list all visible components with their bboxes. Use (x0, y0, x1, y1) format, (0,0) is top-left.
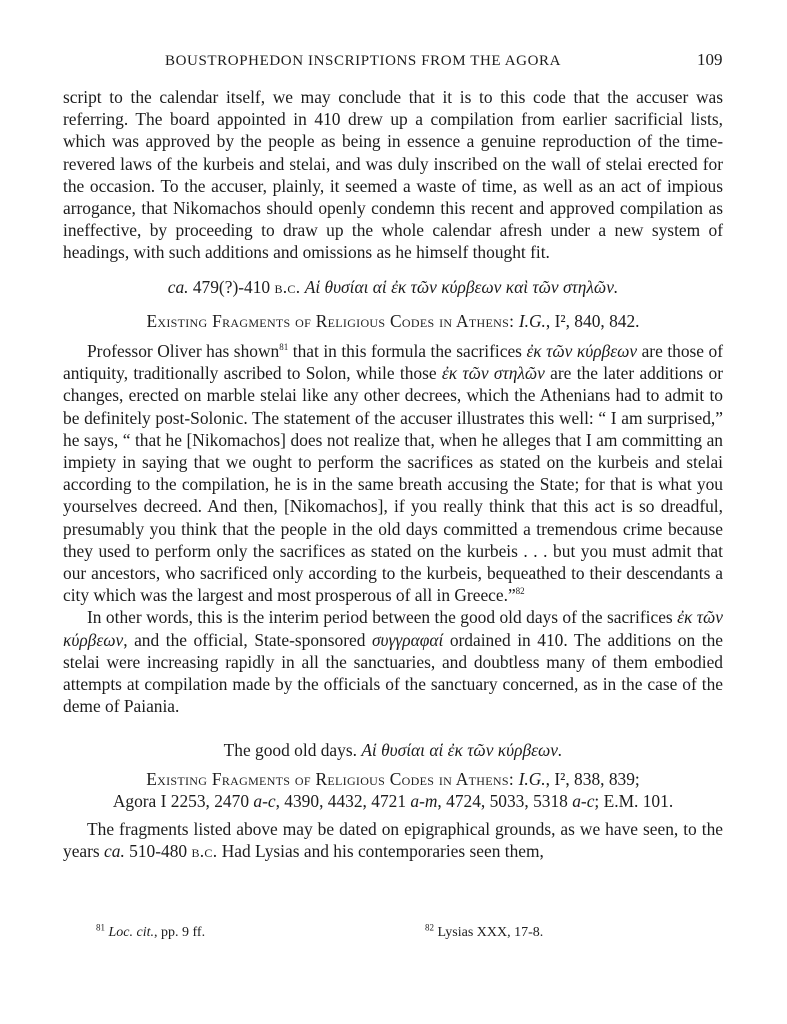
running-title: BOUSTROPHEDON INSCRIPTIONS FROM THE AGORA (165, 53, 562, 69)
ig-numbers: , I², 840, 842. (545, 310, 640, 331)
section-heading-1 (63, 276, 723, 298)
paragraph-2: Professor Oliver has shown$^{81}$ that in this formula the sacrifices ἐκ τῶν κύρβεων are those of antiquity, traditionally ascribed to Solon, while those ἐκ τῶν στηλῶν are the later additions or changes, erected on marble stelai like any other decrees, which the Athenians had to admit to be definitely post-Solonic. The statement of the accuser illustrates this well: “ I am surprised,” he says, “ that he [Nikomachos] does not realize that, when he alleges that I am committing an impiety in saying that we ought to perform the sacrifices as stated on the kurbeis and stelai according to the compilation, he is in the same breath accusing the State; for that is what you yourselves decreed. And then, [Nikomachos], if you really think that this act is so dreadful, presumably you think that the people in the old days committed a tremendous crime because they used to perform only the sacrifices as stated on the kurbeis . . . but you must admit that our ancestors, who sacrificed only according to the kurbeis, bequeathed to their descendants a city which was the largest and most prosperous of all in Greece.”$^{82}$ (63, 341, 724, 606)
body-text (63, 86, 723, 863)
fragments-label: Existing Fragments of Religious Codes in Athens: (146, 768, 519, 789)
date-range: 479(?)-410 (188, 276, 275, 297)
page-number: 109 (697, 50, 723, 69)
date-ca: ca. (167, 276, 189, 297)
paragraph-3: In other words, this is the interim period between the good old days of the sacrifices ἐκ τῶν κύρβεων, and the official, State-sponsored συγγραφαί ordained in 410. The additions on the stelai were increasing rapidly in all the sanctuaries, and doubtless many of them embodied attempts at compilation made by the officials of the sanctuary concerned, as in the case of the deme of Paiania. (63, 607, 723, 717)
running-header (0, 50, 787, 74)
era-label: b.c. (274, 276, 301, 297)
greek-title: Αἱ θυσίαι αἱ ἐκ τῶν κύρβεων. (361, 740, 563, 761)
fragments-heading-2: Existing Fragments of Religious Codes in Athens: I.G., I², 838, 839; Agora I 2253, 2470 a-c, 4390, 4432, 4721 a-m, 4724, 5033, 5318 a-c; E.M. 101. (112, 768, 674, 811)
ig-ref: I.G. (518, 310, 546, 331)
footnote-ref-82[interactable]: 82 (515, 586, 525, 597)
paragraph-1: script to the calendar itself, we may conclude that it is to this code that the accuser was referring. The board appointed in 410 drew up a compilation from earlier sacrificial lists, which was approved by the people as being in essence a genuine reproduction of the time-revered laws of the kurbeis and stelai, and was duly inscribed on the wall of stelai erected for the occasion. To the accuser, plainly, it seemed a waste of time, as well as an act of impious arrogance, that Nikomachos should openly condemn this recent and approved compilation as ineffective, by proceeding to draw up the whole calendar afresh under a new system of headings, with such additions and omissions as he himself thought fit. (63, 87, 723, 263)
greek-title: Αἱ θυσίαι αἱ ἐκ τῶν κύρβεων καὶ τῶν στηλῶν. (300, 276, 619, 297)
footnote-81: $^{81}$ Loc. cit., pp. 9 ff. (96, 922, 206, 940)
fragments-heading-1 (63, 310, 723, 332)
section-heading-2 (63, 739, 723, 761)
paragraph-4: The fragments listed above may be dated on epigraphical grounds, as we have seen, to the years ca. 510-480 b.c. Had Lysias and his contemporaries seen them, (63, 819, 723, 862)
fragments-label: Existing Fragments of Religious Codes in Athens: (146, 310, 519, 331)
footnote-82: $^{82}$ Lysias XXX, 17-8. (425, 922, 544, 940)
heading-text: The good old days. (223, 740, 362, 761)
footnote-ref-81[interactable]: 81 (279, 342, 289, 353)
